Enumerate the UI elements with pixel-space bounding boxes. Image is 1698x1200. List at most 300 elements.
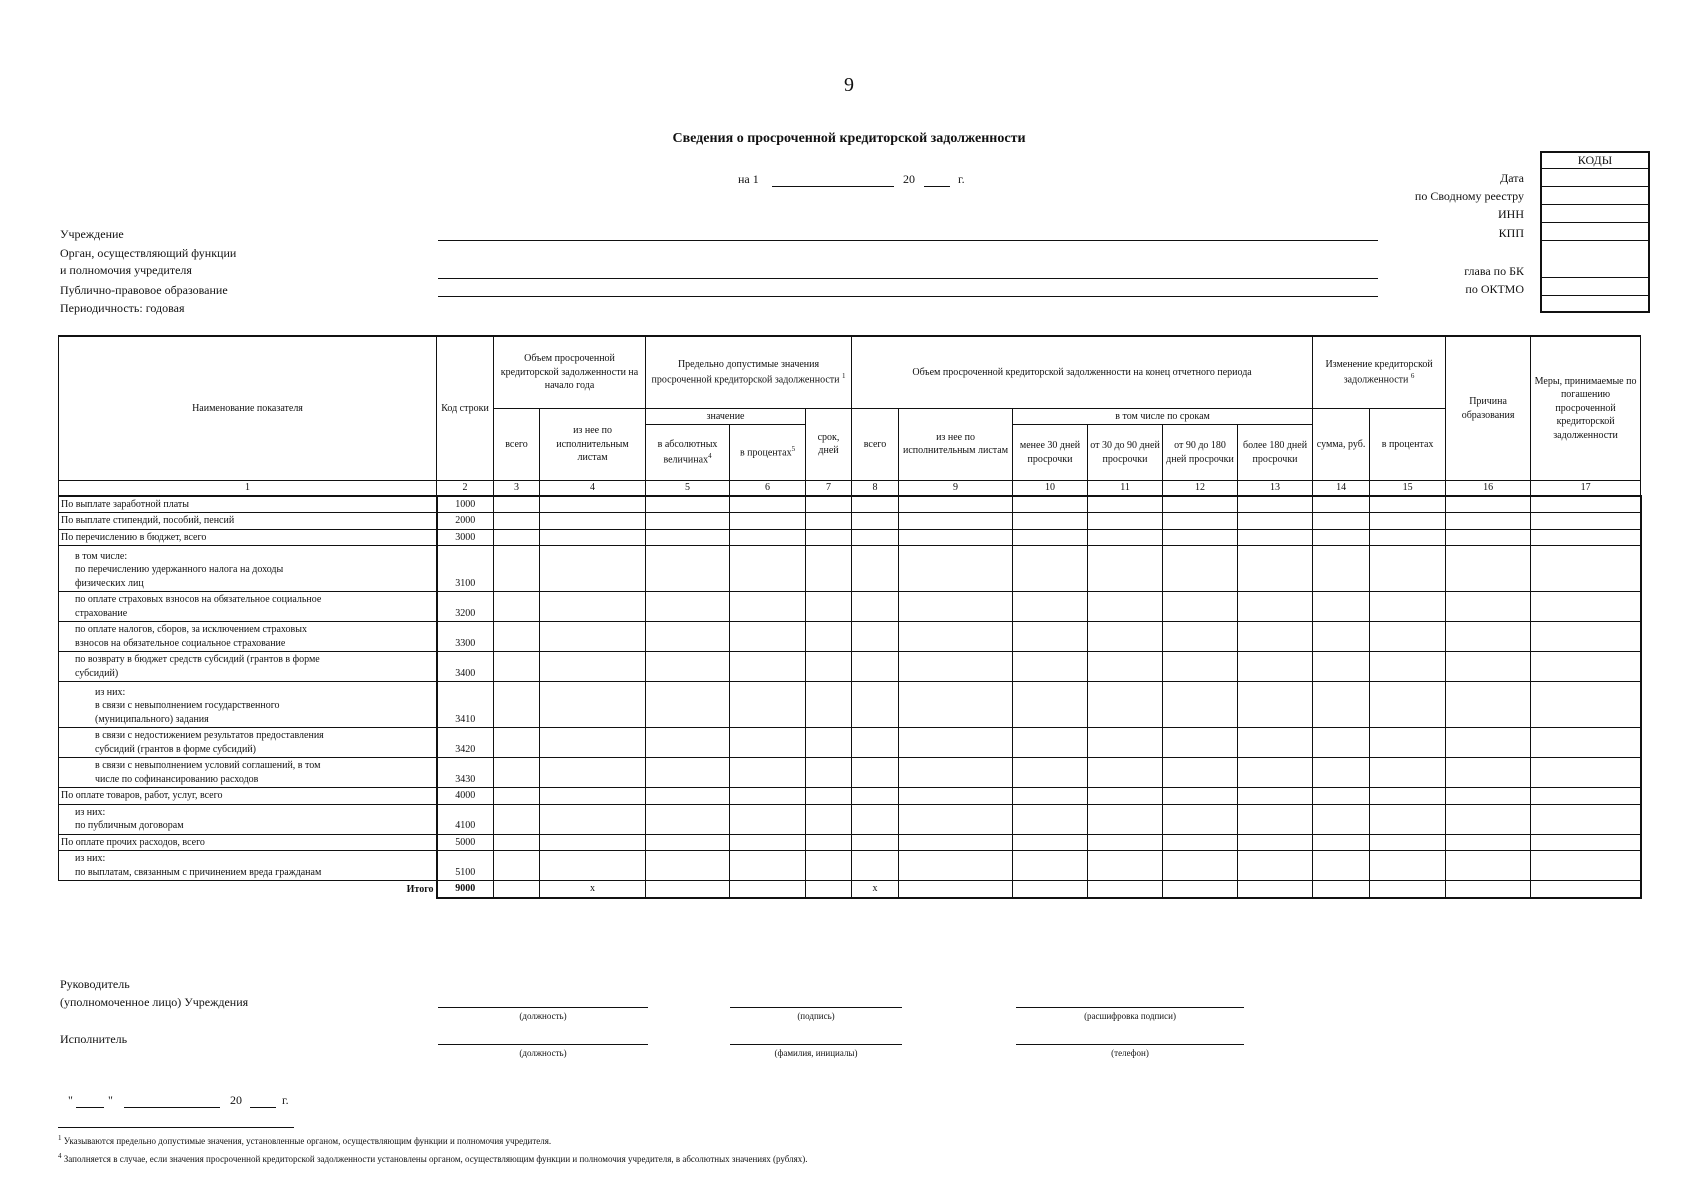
value-cell[interactable] — [1531, 758, 1641, 788]
value-cell[interactable] — [1370, 652, 1446, 682]
row-name — [59, 804, 437, 834]
total-x-mark: x — [852, 881, 899, 898]
row-code: 3400 — [437, 652, 494, 682]
value-cell[interactable] — [1088, 682, 1163, 728]
value-cell[interactable] — [1531, 496, 1641, 513]
row-name — [59, 834, 437, 851]
value-cell[interactable] — [1531, 804, 1641, 834]
footnote-4: $^4$ Заполняется в случае, если значения просроченной кредиторской задолженности установлены органом, осуществляющим функции и полномочия учредителя, в абсолютных значениях (рублях). — [58, 1152, 808, 1164]
institution-field[interactable] — [438, 240, 1378, 241]
value-cell[interactable] — [806, 513, 852, 530]
value-cell[interactable] — [852, 728, 899, 758]
value-cell[interactable] — [1446, 834, 1531, 851]
label-public-entity: Публично-правовое образование — [60, 283, 228, 297]
caption-position-2: (должность) — [519, 1048, 567, 1058]
value-cell[interactable] — [1370, 851, 1446, 881]
value-cell[interactable] — [1013, 682, 1088, 728]
row-name-line: из них: — [75, 806, 106, 818]
value-cell[interactable] — [1163, 834, 1238, 851]
value-cell[interactable] — [1531, 834, 1641, 851]
value-cell[interactable] — [730, 592, 806, 622]
value-cell[interactable] — [646, 788, 730, 805]
value-cell[interactable] — [852, 513, 899, 530]
value-cell[interactable] — [730, 546, 806, 592]
value-cell[interactable] — [852, 804, 899, 834]
value-cell[interactable] — [1446, 622, 1531, 652]
value-cell[interactable] — [1163, 788, 1238, 805]
value-cell[interactable] — [1531, 592, 1641, 622]
total-value-cell[interactable] — [1313, 881, 1370, 898]
value-cell[interactable] — [540, 758, 646, 788]
value-cell[interactable] — [1531, 546, 1641, 592]
value-cell[interactable] — [1088, 513, 1163, 530]
sig-date-quote-open: " — [68, 1093, 73, 1107]
value-cell[interactable] — [899, 496, 1013, 513]
value-cell[interactable] — [730, 622, 806, 652]
value-cell[interactable] — [1163, 851, 1238, 881]
total-value-cell[interactable] — [1088, 881, 1163, 898]
value-cell[interactable] — [852, 834, 899, 851]
value-cell[interactable] — [1013, 529, 1088, 546]
th-change: Изменение кредиторской задолженности $^6$ — [1313, 336, 1446, 408]
value-cell[interactable] — [646, 496, 730, 513]
value-cell[interactable] — [1013, 851, 1088, 881]
value-cell[interactable] — [1370, 529, 1446, 546]
value-cell[interactable] — [1370, 513, 1446, 530]
value-cell[interactable] — [1013, 622, 1088, 652]
row-name-line: по оплате страховых взносов на обязательное социальное — [75, 594, 322, 605]
value-cell[interactable] — [1446, 546, 1531, 592]
value-cell[interactable] — [646, 758, 730, 788]
total-x-mark: x — [540, 881, 646, 898]
value-cell[interactable] — [494, 682, 540, 728]
total-value-cell[interactable] — [1163, 881, 1238, 898]
table-row — [59, 728, 1641, 758]
value-cell[interactable] — [540, 652, 646, 682]
value-cell[interactable] — [730, 513, 806, 530]
value-cell[interactable] — [1013, 834, 1088, 851]
value-cell[interactable] — [1313, 682, 1370, 728]
value-cell[interactable] — [1238, 622, 1313, 652]
value-cell[interactable] — [730, 682, 806, 728]
table-row — [59, 513, 1641, 530]
total-value-cell[interactable] — [1531, 881, 1641, 898]
date-year-field[interactable] — [924, 186, 950, 187]
value-cell[interactable] — [494, 758, 540, 788]
row-name-line: субсидий (грантов в форме субсидий) — [95, 743, 257, 755]
value-cell[interactable] — [730, 834, 806, 851]
value-cell[interactable] — [1163, 513, 1238, 530]
value-cell[interactable] — [494, 496, 540, 513]
th-value: значение — [646, 408, 806, 425]
value-cell[interactable] — [1013, 788, 1088, 805]
value-cell[interactable] — [1313, 496, 1370, 513]
code-cell-glava[interactable] — [1542, 241, 1648, 278]
value-cell[interactable] — [1088, 728, 1163, 758]
value-cell[interactable] — [1370, 592, 1446, 622]
column-number: 11 — [1088, 481, 1163, 496]
value-cell[interactable] — [899, 788, 1013, 805]
value-cell[interactable] — [646, 513, 730, 530]
value-cell[interactable] — [1446, 851, 1531, 881]
value-cell[interactable] — [540, 546, 646, 592]
code-cell-empty[interactable] — [1542, 296, 1648, 311]
date-day-month-field[interactable] — [772, 186, 894, 187]
value-cell[interactable] — [1238, 851, 1313, 881]
value-cell[interactable] — [1313, 851, 1370, 881]
value-cell[interactable] — [806, 728, 852, 758]
code-label-glava: глава по БК — [1464, 264, 1524, 278]
row-code: 3410 — [437, 682, 494, 728]
value-cell[interactable] — [806, 804, 852, 834]
value-cell[interactable] — [1088, 652, 1163, 682]
value-cell[interactable] — [1238, 788, 1313, 805]
value-cell[interactable] — [646, 652, 730, 682]
sig-date-suffix: г. — [282, 1093, 289, 1107]
value-cell[interactable] — [1163, 758, 1238, 788]
value-cell[interactable] — [1163, 546, 1238, 592]
value-cell[interactable] — [730, 496, 806, 513]
value-cell[interactable] — [1013, 652, 1088, 682]
value-cell[interactable] — [494, 622, 540, 652]
value-cell[interactable] — [1163, 682, 1238, 728]
value-cell[interactable] — [1088, 758, 1163, 788]
value-cell[interactable] — [1013, 546, 1088, 592]
value-cell[interactable] — [1088, 851, 1163, 881]
row-code: 3100 — [437, 546, 494, 592]
row-name — [59, 851, 437, 881]
executor-phone-field[interactable] — [1016, 1044, 1244, 1045]
value-cell[interactable] — [1531, 788, 1641, 805]
value-cell[interactable] — [646, 622, 730, 652]
code-cell-inn[interactable] — [1542, 205, 1648, 223]
code-cell-kpp[interactable] — [1542, 223, 1648, 241]
value-cell[interactable] — [852, 758, 899, 788]
value-cell[interactable] — [1531, 513, 1641, 530]
value-cell[interactable] — [540, 496, 646, 513]
value-cell[interactable] — [806, 758, 852, 788]
value-cell[interactable] — [1370, 496, 1446, 513]
value-cell[interactable] — [1313, 758, 1370, 788]
total-value-cell[interactable] — [1013, 881, 1088, 898]
date-prefix: на 1 — [738, 172, 759, 186]
value-cell[interactable] — [1088, 546, 1163, 592]
value-cell[interactable] — [1163, 652, 1238, 682]
value-cell[interactable] — [646, 529, 730, 546]
value-cell[interactable] — [646, 804, 730, 834]
column-number: 15 — [1370, 481, 1446, 496]
value-cell[interactable] — [540, 851, 646, 881]
value-cell[interactable] — [806, 682, 852, 728]
value-cell[interactable] — [852, 496, 899, 513]
total-value-cell[interactable] — [730, 881, 806, 898]
value-cell[interactable] — [1238, 513, 1313, 530]
value-cell[interactable] — [1446, 529, 1531, 546]
value-cell[interactable] — [1163, 496, 1238, 513]
value-cell[interactable] — [1370, 788, 1446, 805]
value-cell[interactable] — [899, 529, 1013, 546]
value-cell[interactable] — [852, 546, 899, 592]
public-entity-field[interactable] — [438, 296, 1378, 297]
value-cell[interactable] — [1013, 513, 1088, 530]
value-cell[interactable] — [494, 513, 540, 530]
value-cell[interactable] — [1238, 682, 1313, 728]
value-cell[interactable] — [1531, 652, 1641, 682]
value-cell[interactable] — [1013, 728, 1088, 758]
code-label-kpp: КПП — [1498, 226, 1524, 240]
th-lt30: менее 30 дней просрочки — [1013, 425, 1088, 481]
value-cell[interactable] — [1238, 758, 1313, 788]
head-name-field[interactable] — [1016, 1007, 1244, 1008]
sig-date-year-field[interactable] — [250, 1107, 276, 1108]
value-cell[interactable] — [646, 546, 730, 592]
total-value-cell[interactable] — [1446, 881, 1531, 898]
value-cell[interactable] — [540, 529, 646, 546]
label-periodicity: Периодичность: годовая — [60, 301, 185, 315]
th-limit: Предельно допустимые значения просроченной кредиторской задолженности $^1$ — [646, 336, 852, 408]
total-value-cell[interactable] — [899, 881, 1013, 898]
value-cell[interactable] — [1013, 758, 1088, 788]
value-cell[interactable] — [730, 804, 806, 834]
code-cell-oktmo[interactable] — [1542, 278, 1648, 296]
value-cell[interactable] — [852, 851, 899, 881]
th-name: Наименование показателя — [59, 336, 437, 481]
value-cell[interactable] — [852, 652, 899, 682]
value-cell[interactable] — [1370, 758, 1446, 788]
value-cell[interactable] — [1370, 546, 1446, 592]
total-value-cell[interactable] — [1370, 881, 1446, 898]
value-cell[interactable] — [646, 728, 730, 758]
value-cell[interactable] — [1370, 834, 1446, 851]
value-cell[interactable] — [730, 788, 806, 805]
th-end-volume: Объем просроченной кредиторской задолженности на конец отчетного периода — [852, 336, 1313, 408]
value-cell[interactable] — [730, 529, 806, 546]
row-name-line: в том числе: — [75, 550, 128, 562]
total-value-cell[interactable] — [806, 881, 852, 898]
value-cell[interactable] — [806, 652, 852, 682]
value-cell[interactable] — [1088, 788, 1163, 805]
value-cell[interactable] — [1313, 804, 1370, 834]
value-cell[interactable] — [1531, 622, 1641, 652]
value-cell[interactable] — [1531, 728, 1641, 758]
value-cell[interactable] — [852, 682, 899, 728]
table-row — [59, 546, 1641, 592]
value-cell[interactable] — [1370, 682, 1446, 728]
value-cell[interactable] — [494, 529, 540, 546]
value-cell[interactable] — [1446, 804, 1531, 834]
value-cell[interactable] — [899, 728, 1013, 758]
value-cell[interactable] — [1088, 622, 1163, 652]
value-cell[interactable] — [1313, 728, 1370, 758]
value-cell[interactable] — [806, 622, 852, 652]
value-cell[interactable] — [1446, 496, 1531, 513]
value-cell[interactable] — [899, 652, 1013, 682]
row-name-line: взносов на обязательное социальное страхование — [75, 637, 286, 649]
value-cell[interactable] — [1370, 728, 1446, 758]
value-cell[interactable] — [806, 546, 852, 592]
value-cell[interactable] — [899, 851, 1013, 881]
row-code: 5100 — [437, 851, 494, 881]
value-cell[interactable] — [1088, 834, 1163, 851]
value-cell[interactable] — [1313, 513, 1370, 530]
value-cell[interactable] — [1531, 682, 1641, 728]
value-cell[interactable] — [540, 804, 646, 834]
sig-date-day-field[interactable] — [76, 1107, 104, 1108]
value-cell[interactable] — [899, 622, 1013, 652]
value-cell[interactable] — [1446, 592, 1531, 622]
value-cell[interactable] — [1238, 652, 1313, 682]
value-cell[interactable] — [1370, 622, 1446, 652]
value-cell[interactable] — [1238, 804, 1313, 834]
value-cell[interactable] — [1313, 529, 1370, 546]
total-value-cell[interactable] — [1238, 881, 1313, 898]
value-cell[interactable] — [1013, 804, 1088, 834]
value-cell[interactable] — [730, 728, 806, 758]
value-cell[interactable] — [852, 529, 899, 546]
value-cell[interactable] — [1446, 788, 1531, 805]
value-cell[interactable] — [494, 728, 540, 758]
value-cell[interactable] — [494, 834, 540, 851]
sig-head-line1: Руководитель — [60, 977, 130, 991]
value-cell[interactable] — [494, 592, 540, 622]
value-cell[interactable] — [1370, 804, 1446, 834]
th-abs: в абсолютных величинах$^4$ — [646, 425, 730, 481]
value-cell[interactable] — [1238, 546, 1313, 592]
value-cell[interactable] — [540, 834, 646, 851]
th-gt180: более 180 дней просрочки — [1238, 425, 1313, 481]
column-number: 8 — [852, 481, 899, 496]
value-cell[interactable] — [806, 788, 852, 805]
value-cell[interactable] — [1088, 496, 1163, 513]
total-value-cell[interactable] — [494, 881, 540, 898]
value-cell[interactable] — [899, 834, 1013, 851]
row-name-line: в связи с невыполнением условий соглашений, в том — [95, 760, 321, 771]
value-cell[interactable] — [494, 788, 540, 805]
value-cell[interactable] — [494, 851, 540, 881]
value-cell[interactable] — [1313, 622, 1370, 652]
value-cell[interactable] — [730, 851, 806, 881]
value-cell[interactable] — [540, 682, 646, 728]
value-cell[interactable] — [646, 834, 730, 851]
value-cell[interactable] — [1313, 652, 1370, 682]
value-cell[interactable] — [1446, 513, 1531, 530]
value-cell[interactable] — [1531, 529, 1641, 546]
row-code: 3420 — [437, 728, 494, 758]
row-name-line: в связи с недостижением результатов предоставления — [95, 730, 324, 741]
value-cell[interactable] — [806, 496, 852, 513]
value-cell[interactable] — [1313, 592, 1370, 622]
value-cell[interactable] — [646, 851, 730, 881]
table-row — [59, 496, 1641, 513]
row-name — [59, 622, 437, 652]
column-number: 13 — [1238, 481, 1313, 496]
value-cell[interactable] — [852, 592, 899, 622]
th-in-pct: в процентах — [1370, 408, 1446, 481]
organ-field[interactable] — [438, 278, 1378, 279]
value-cell[interactable] — [1531, 851, 1641, 881]
value-cell[interactable] — [540, 622, 646, 652]
value-cell[interactable] — [1313, 788, 1370, 805]
value-cell[interactable] — [1238, 592, 1313, 622]
value-cell[interactable] — [494, 804, 540, 834]
value-cell[interactable] — [852, 622, 899, 652]
value-cell[interactable] — [540, 788, 646, 805]
value-cell[interactable] — [806, 592, 852, 622]
value-cell[interactable] — [1313, 546, 1370, 592]
value-cell[interactable] — [1446, 758, 1531, 788]
value-cell[interactable] — [806, 834, 852, 851]
value-cell[interactable] — [1013, 496, 1088, 513]
value-cell[interactable] — [852, 788, 899, 805]
th-90-180: от 90 до 180 дней просрочки — [1163, 425, 1238, 481]
row-name-line: по перечислению удержанного налога на доходы — [75, 564, 284, 575]
value-cell[interactable] — [1163, 622, 1238, 652]
value-cell[interactable] — [899, 546, 1013, 592]
value-cell[interactable] — [540, 592, 646, 622]
value-cell[interactable] — [1238, 496, 1313, 513]
value-cell[interactable] — [540, 513, 646, 530]
head-position-field[interactable] — [438, 1007, 648, 1008]
value-cell[interactable] — [1163, 728, 1238, 758]
code-cell-registry[interactable] — [1542, 187, 1648, 205]
executor-position-field[interactable] — [438, 1044, 648, 1045]
value-cell[interactable] — [1088, 592, 1163, 622]
executor-name-field[interactable] — [730, 1044, 902, 1045]
value-cell[interactable] — [730, 652, 806, 682]
value-cell[interactable] — [1446, 682, 1531, 728]
row-name-line: числе по софинансированию расходов — [95, 773, 259, 785]
value-cell[interactable] — [1446, 652, 1531, 682]
value-cell[interactable] — [1163, 804, 1238, 834]
value-cell[interactable] — [1163, 529, 1238, 546]
value-cell[interactable] — [1313, 834, 1370, 851]
value-cell[interactable] — [1238, 728, 1313, 758]
row-name — [59, 592, 437, 622]
total-value-cell[interactable] — [646, 881, 730, 898]
value-cell[interactable] — [899, 758, 1013, 788]
value-cell[interactable] — [1238, 529, 1313, 546]
value-cell[interactable] — [540, 728, 646, 758]
value-cell[interactable] — [899, 804, 1013, 834]
value-cell[interactable] — [1088, 804, 1163, 834]
value-cell[interactable] — [494, 652, 540, 682]
value-cell[interactable] — [494, 546, 540, 592]
row-name-line: По оплате товаров, работ, услуг, всего — [61, 790, 223, 801]
value-cell[interactable] — [806, 529, 852, 546]
value-cell[interactable] — [899, 592, 1013, 622]
footnote-separator — [58, 1127, 294, 1128]
code-label-oktmo: по ОКТМО — [1465, 282, 1524, 296]
value-cell[interactable] — [899, 513, 1013, 530]
table-row — [59, 622, 1641, 652]
value-cell[interactable] — [730, 758, 806, 788]
value-cell[interactable] — [899, 682, 1013, 728]
column-number: 6 — [730, 481, 806, 496]
column-number: 14 — [1313, 481, 1370, 496]
value-cell[interactable] — [1163, 592, 1238, 622]
value-cell[interactable] — [646, 592, 730, 622]
sig-date-year-prefix: 20 — [230, 1093, 242, 1107]
code-cell-date[interactable] — [1542, 169, 1648, 187]
head-signature-field[interactable] — [730, 1007, 902, 1008]
value-cell[interactable] — [1088, 529, 1163, 546]
value-cell[interactable] — [1446, 728, 1531, 758]
value-cell[interactable] — [1238, 834, 1313, 851]
value-cell[interactable] — [1013, 592, 1088, 622]
value-cell[interactable] — [806, 851, 852, 881]
sig-date-month-field[interactable] — [124, 1107, 220, 1108]
value-cell[interactable] — [646, 682, 730, 728]
